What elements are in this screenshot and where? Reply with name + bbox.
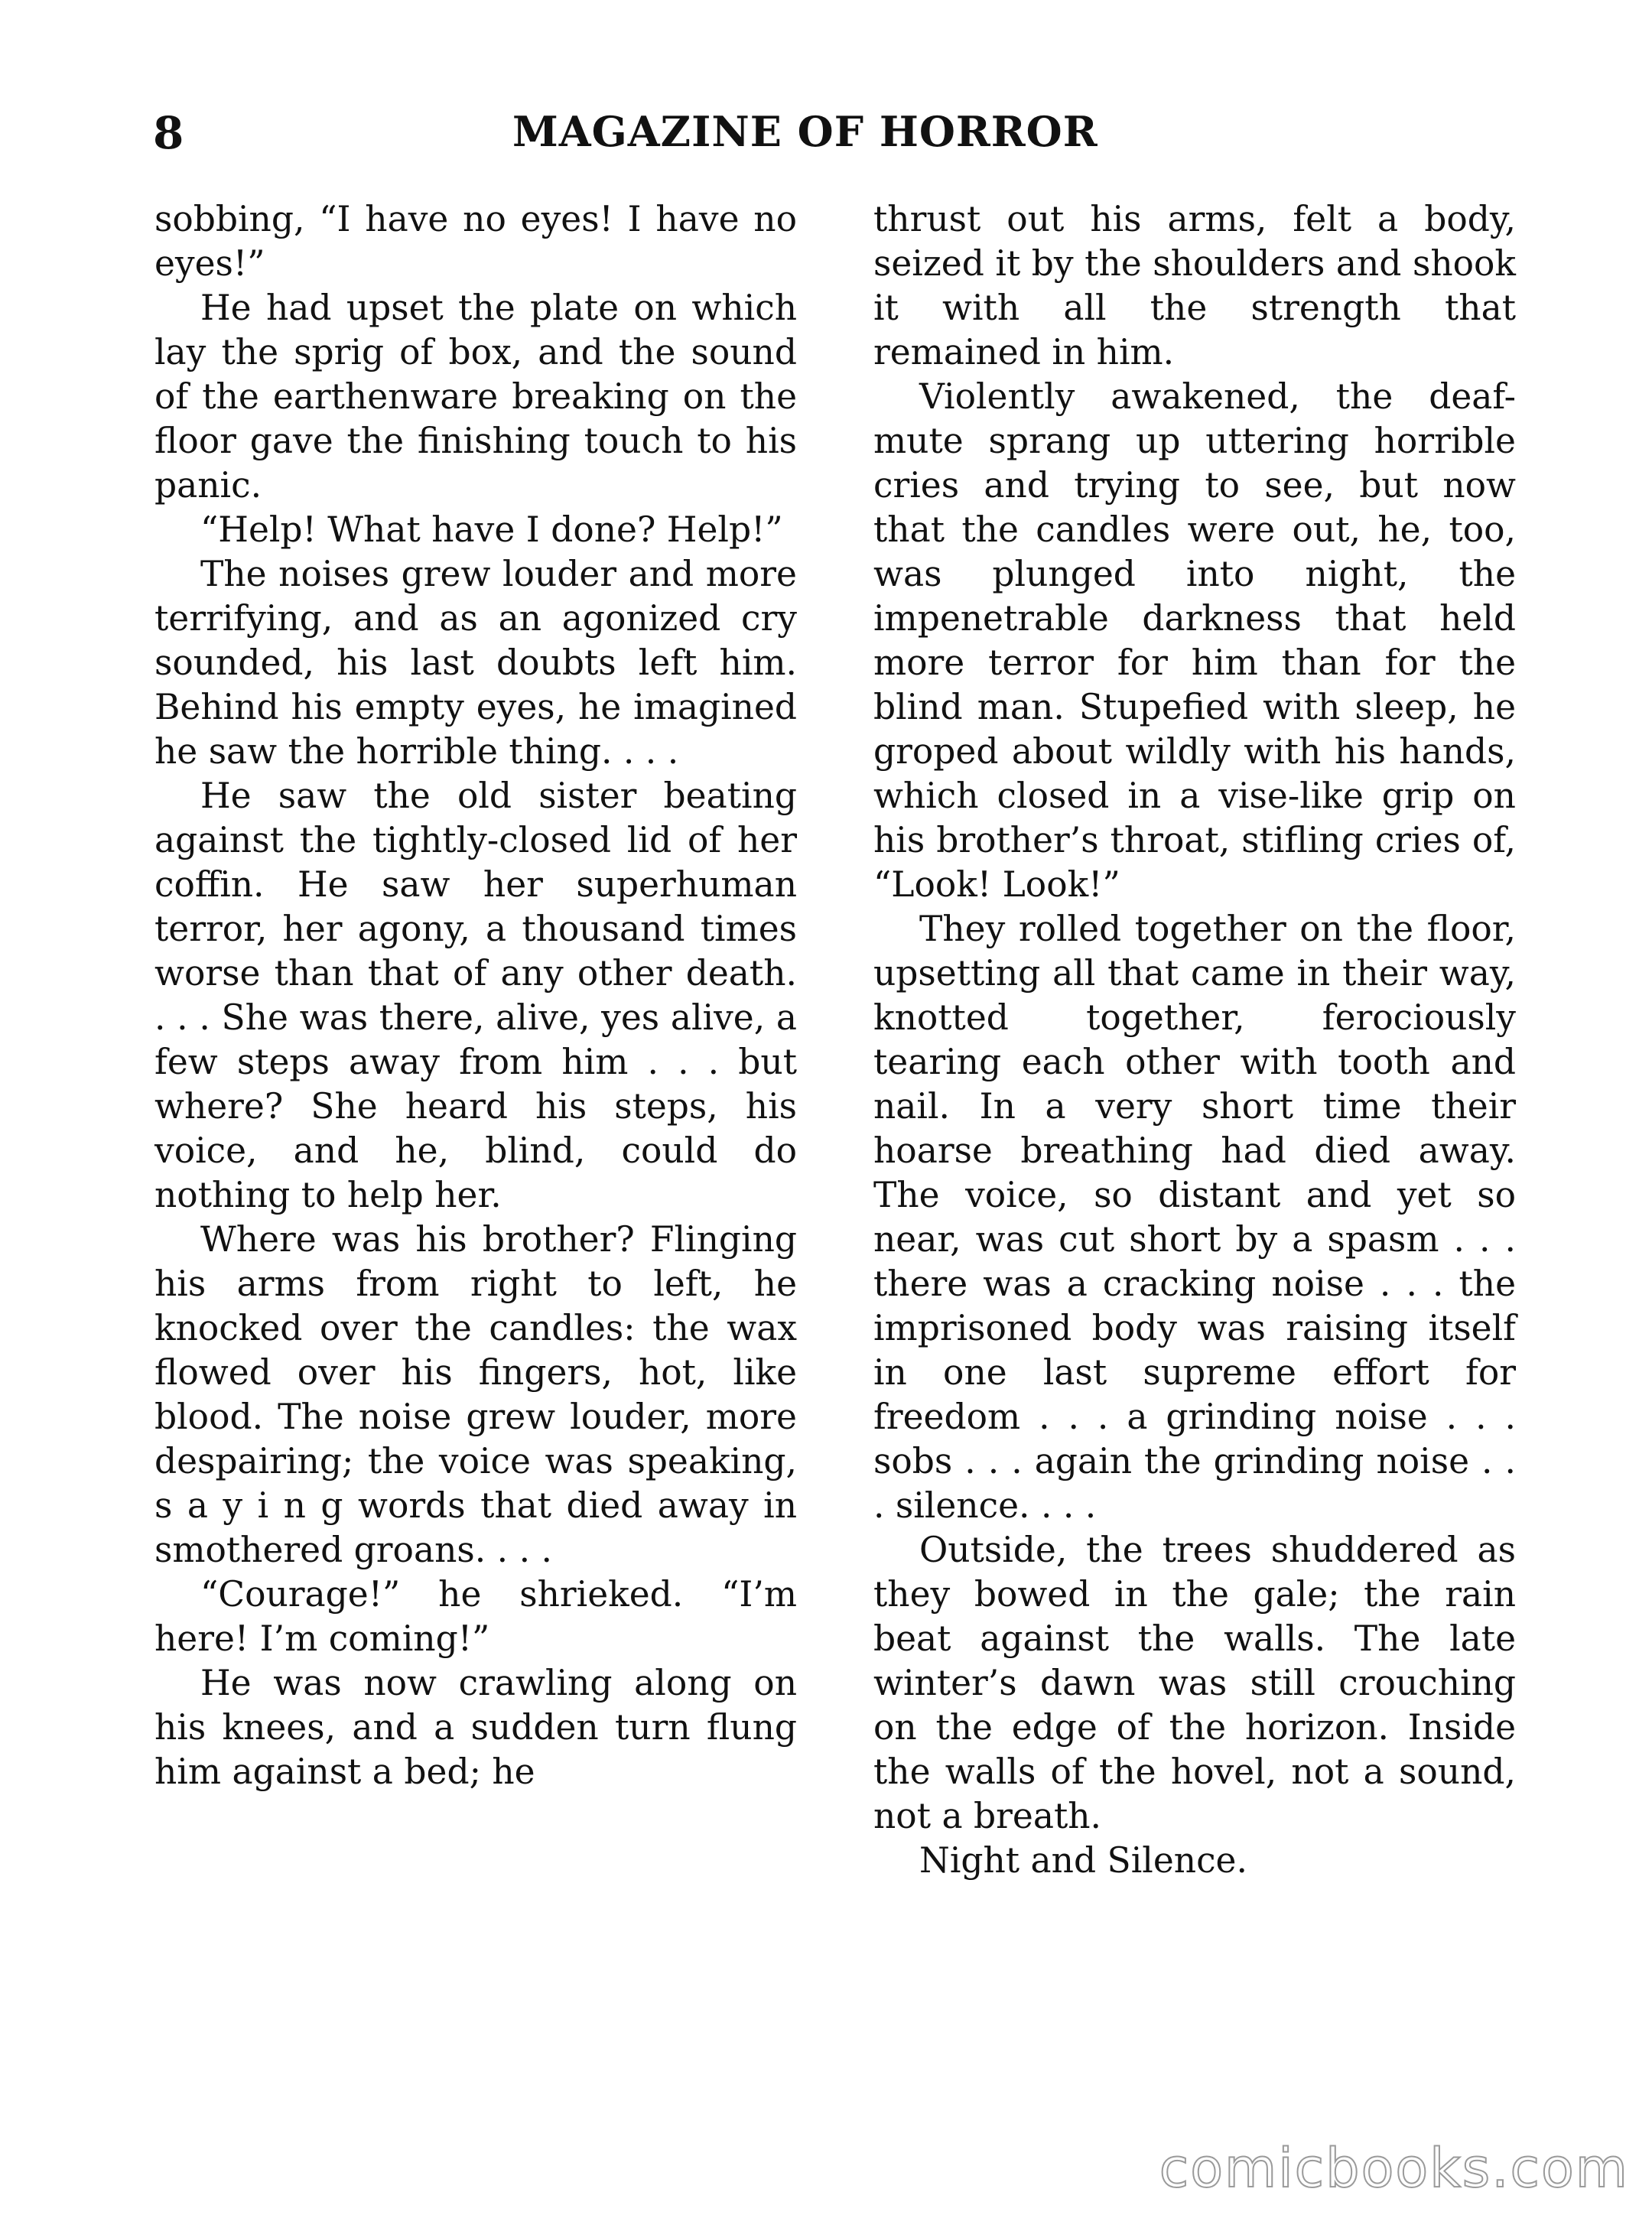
paragraph: Where was his brother? Flinging his arms from right to left, he knocked over the candles: the wax flowed over his fingers, hot, like blood. The noise grew louder, more despairing; the voice was speaking, s a y i n g words that died away in smothered groans. . . . <box>154 1219 797 1570</box>
paragraph: He was now crawling along on his knees, and a sudden turn flung him against a bed; he <box>154 1663 797 1792</box>
paragraph: sobbing, “I have no eyes! I have no eyes!” <box>154 199 797 284</box>
page-header <box>153 107 1514 176</box>
page-number: 8 <box>153 107 184 159</box>
paragraph: He saw the old sister beating against the tightly-closed lid of her coffin. He saw her superhuman terror, her agony, a thousand times worse than that of any other death. . . . She was there, alive, yes alive, a few steps away from him . . . but where? She heard his steps, his voice, and he, blind, could do nothing to help her. <box>154 776 797 1215</box>
left-column <box>154 197 797 1794</box>
paragraph: Violently awakened, the deaf-mute sprang up uttering horrible cries and trying to see, but now that the candles were out, he, too, was plunged into night, the impenetrable darkness that held more terror for him than for the blind man. Stupefied with sleep, he groped about wildly with his hands, which closed in a vise-like grip on his brother’s throat, stifling cries of, “Look! Look!” <box>873 376 1516 905</box>
running-title: MAGAZINE OF HORROR <box>512 107 1098 156</box>
right-column <box>873 197 1516 1883</box>
watermark: comicbooks.com <box>1159 2137 1629 2200</box>
paragraph: Outside, the trees shuddered as they bowed in the gale; the rain beat against the walls. The late winter’s dawn was still crouching on the edge of the horizon. Inside the walls of the hovel, not a sound, not a breath. <box>873 1530 1516 1836</box>
paragraph: The noises grew louder and more terrifying, and as an agonized cry sounded, his last doubts left him. Behind his empty eyes, he imagined he saw the horrible thing. . . . <box>154 554 797 772</box>
paragraph: He had upset the plate on which lay the sprig of box, and the sound of the earthenware breaking on the floor gave the finishing touch to his panic. <box>154 288 797 506</box>
paragraph: They rolled together on the floor, upsetting all that came in their way, knotted together, ferociously tearing each other with tooth and nail. In a very short time their hoarse breathing had died away. The voice, so distant and yet so near, was cut short by a spasm . . . there was a cracking noise . . . the imprisoned body was raising itself in one last supreme effort for freedom . . . a grinding noise . . . sobs . . . again the grinding noise . . . silence. . . . <box>873 909 1516 1526</box>
paragraph: Night and Silence. <box>919 1840 1247 1881</box>
paragraph: “Courage!” he shrieked. “I’m here! I’m coming!” <box>154 1574 797 1659</box>
paragraph: “Help! What have I done? Help!” <box>200 509 783 550</box>
paragraph: thrust out his arms, felt a body, seized it by the shoulders and shook it with all the strength that remained in him. <box>873 199 1516 372</box>
